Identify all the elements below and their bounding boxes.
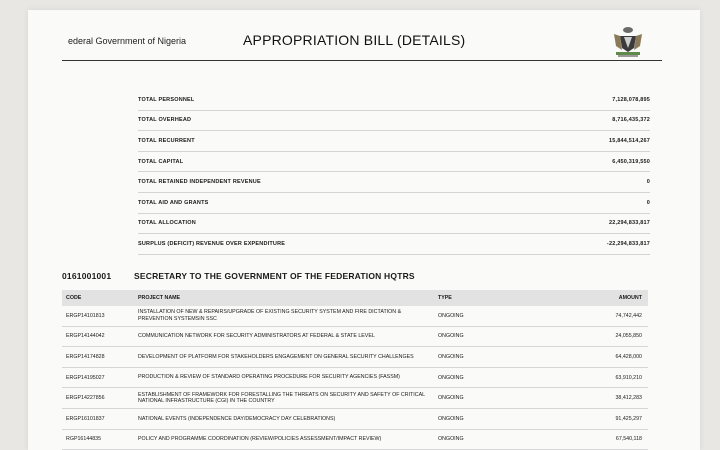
summary-value: 0 bbox=[646, 199, 650, 206]
project-amount: 38,412,283 bbox=[615, 395, 642, 402]
summary-value: 0 bbox=[646, 179, 650, 186]
project-name: PRODUCTION & REVIEW OF STANDARD OPERATING PROCEDURE FOR SECURITY AGENCIES (FASSM) bbox=[138, 374, 400, 381]
table-row bbox=[62, 347, 648, 368]
table-row bbox=[62, 388, 648, 409]
header-divider bbox=[62, 60, 662, 61]
project-type: ONGOING bbox=[438, 415, 464, 422]
project-type: ONGOING bbox=[438, 374, 464, 381]
summary-label: TOTAL PERSONNEL bbox=[138, 96, 195, 103]
summary-value: 7,128,078,895 bbox=[612, 96, 650, 103]
coat-of-arms-icon bbox=[610, 24, 646, 60]
project-code: ERGP14101813 bbox=[66, 312, 105, 319]
summary-row bbox=[138, 234, 650, 255]
summary-table bbox=[138, 90, 650, 255]
project-code: ERGP14144042 bbox=[66, 333, 105, 340]
project-code: ERGP14227856 bbox=[66, 395, 105, 402]
table-row bbox=[62, 430, 648, 450]
summary-label: TOTAL ALLOCATION bbox=[138, 220, 196, 227]
project-name: INSTALLATION OF NEW & REPAIRS/UPGRADE OF EXISTING SECURITY SYSTEM AND FIRE DICTATION & PREVENTION SYSTEMSIN SSC bbox=[138, 309, 402, 322]
table-row bbox=[62, 368, 648, 389]
summary-row bbox=[138, 193, 650, 214]
summary-value: 15,844,514,267 bbox=[608, 137, 650, 144]
summary-label: SURPLUS (DEFICIT) REVENUE OVER EXPENDITURE bbox=[138, 240, 286, 247]
summary-value: 6,450,319,550 bbox=[612, 158, 650, 165]
header-type: TYPE bbox=[438, 295, 452, 301]
project-amount: 74,742,442 bbox=[615, 312, 642, 319]
summary-value: 8,716,435,372 bbox=[612, 117, 650, 124]
project-amount: 64,428,000 bbox=[615, 353, 642, 360]
project-name: POLICY AND PROGRAMME COORDINATION (REVIEW/POLICIES ASSESSMENT/IMPACT REVIEW) bbox=[138, 436, 382, 443]
document-page bbox=[28, 10, 700, 450]
project-code: ERGP14195027 bbox=[66, 374, 105, 381]
issuing-authority: ederal Government of Nigeria bbox=[68, 36, 187, 46]
project-code: ERGP14174828 bbox=[66, 353, 105, 360]
header-code: CODE bbox=[66, 295, 82, 301]
project-code: RGP16144835 bbox=[66, 436, 102, 443]
table-row bbox=[62, 327, 648, 348]
summary-label: TOTAL OVERHEAD bbox=[138, 117, 192, 124]
project-amount: 24,055,850 bbox=[615, 333, 642, 340]
summary-label: TOTAL RETAINED INDEPENDENT REVENUE bbox=[138, 179, 261, 186]
project-name: COMMUNICATION NETWORK FOR SECURITY ADMINISTRATORS AT FEDERAL & STATE LEVEL bbox=[138, 333, 375, 340]
project-amount: 63,910,210 bbox=[615, 374, 642, 381]
summary-value: 22,294,833,817 bbox=[608, 220, 650, 227]
projects-table bbox=[62, 290, 648, 450]
summary-label: TOTAL CAPITAL bbox=[138, 158, 184, 165]
summary-row bbox=[138, 152, 650, 173]
header-project-name: PROJECT NAME bbox=[138, 294, 181, 301]
section-heading bbox=[62, 271, 415, 281]
summary-value: -22,294,833,817 bbox=[606, 240, 650, 247]
page-title: APPROPRIATION BILL (DETAILS) bbox=[243, 32, 466, 48]
table-row bbox=[62, 306, 648, 327]
project-name: DEVELOPMENT OF PLATFORM FOR STAKEHOLDERS ENGAGEMENT ON GENERAL SECURITY CHALLENGES bbox=[138, 353, 414, 360]
table-row bbox=[62, 409, 648, 430]
summary-row bbox=[138, 131, 650, 152]
project-type: ONGOING bbox=[438, 333, 464, 340]
summary-label: TOTAL AID AND GRANTS bbox=[138, 199, 209, 206]
header-amount: AMOUNT bbox=[618, 295, 642, 301]
project-name: NATIONAL EVENTS (INDEPENDENCE DAY/DEMOCRACY DAY CELEBRATIONS) bbox=[138, 415, 336, 422]
summary-row bbox=[138, 90, 650, 111]
summary-label: TOTAL RECURRENT bbox=[138, 137, 195, 144]
summary-row bbox=[138, 172, 650, 193]
table-header bbox=[62, 290, 648, 306]
project-name: ESTABLISHMENT OF FRAMEWORK FOR FORESTALLING THE THREATS ON SECURITY AND SAFETY OF CRITICAL NATIONAL INFRASTRUCTURE (CGI) IN THE COUNTRY bbox=[138, 391, 425, 405]
project-type: ONGOING bbox=[438, 353, 464, 360]
project-type: ONGOING bbox=[438, 436, 464, 443]
project-amount: 67,540,118 bbox=[615, 436, 642, 443]
section-name: SECRETARY TO THE GOVERNMENT OF THE FEDERATION HQTRS bbox=[134, 271, 415, 281]
summary-row bbox=[138, 214, 650, 235]
summary-row bbox=[138, 111, 650, 132]
project-code: ERGP16101837 bbox=[66, 415, 105, 422]
section-code: 0161001001 bbox=[62, 271, 112, 281]
project-type: ONGOING bbox=[438, 395, 464, 402]
project-type: ONGOING bbox=[438, 312, 464, 319]
project-amount: 91,425,297 bbox=[615, 415, 642, 422]
